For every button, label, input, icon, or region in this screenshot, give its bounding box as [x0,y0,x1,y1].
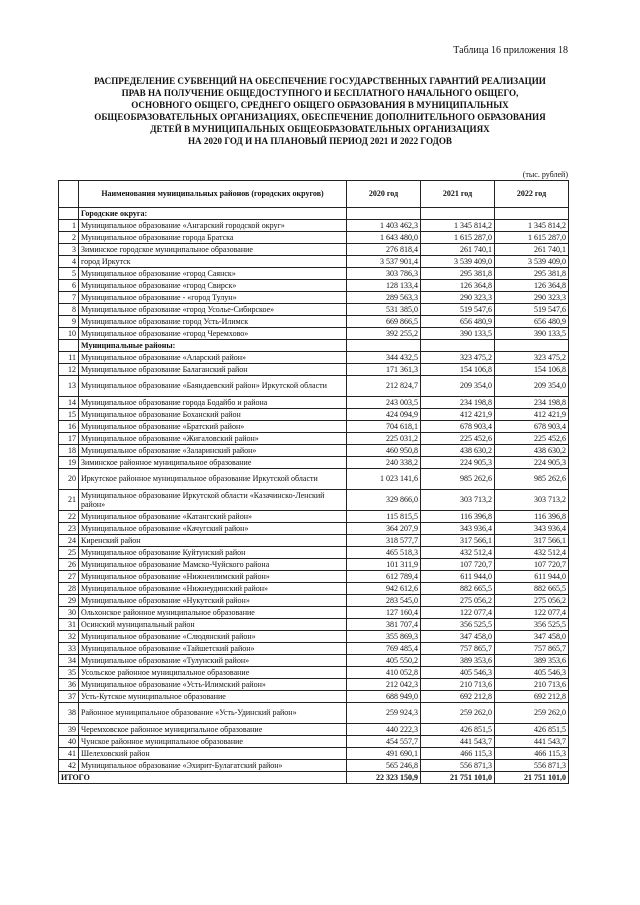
value-2020: 344 432,5 [347,352,421,364]
municipality-name: Муниципальное образование Куйтунский район [79,547,347,559]
value-2020: 329 866,0 [347,490,421,511]
row-number: 27 [59,571,79,583]
row-number [59,340,79,352]
row-number: 13 [59,376,79,397]
value-2021: 757 865,7 [421,643,495,655]
table-row [59,364,569,376]
municipality-name: Ольхонское районное муниципальное образование [79,607,347,619]
municipality-name: Киренский район [79,535,347,547]
row-number: 8 [59,304,79,316]
value-2020: 276 818,4 [347,244,421,256]
row-number: 9 [59,316,79,328]
value-2022: 275 056,2 [495,595,569,607]
value-2020: 381 707,4 [347,619,421,631]
value-2022: 405 546,3 [495,667,569,679]
row-number: 35 [59,667,79,679]
row-number: 38 [59,703,79,724]
municipality-name: Муниципальное образование «Жигаловский район» [79,433,347,445]
table-row [59,703,569,724]
value-2022: 757 865,7 [495,643,569,655]
value-2022: 259 262,0 [495,703,569,724]
municipality-name: Муниципальное образование «Эхирит-Булагатский район» [79,760,347,772]
value-2020: 225 031,2 [347,433,421,445]
row-number: 19 [59,457,79,469]
municipality-name: Муниципальное образование «Усть-Илимский район» [79,679,347,691]
value-2021: 678 903,4 [421,421,495,433]
value-2021: 438 630,2 [421,445,495,457]
page-label: Таблица 16 приложения 18 [453,45,568,56]
value-2022: 426 851,5 [495,724,569,736]
value-2022: 556 871,3 [495,760,569,772]
total-2022: 21 751 101,0 [495,772,569,784]
value-2021: 656 480,9 [421,316,495,328]
row-number: 6 [59,280,79,292]
value-2021: 389 353,6 [421,655,495,667]
municipality-name: Муниципальное образование «Нижнеилимский район» [79,571,347,583]
municipality-name: Муниципальное образование город Усть-Илимск [79,316,347,328]
value-2021: 412 421,9 [421,409,495,421]
value-2021: 126 364,8 [421,280,495,292]
value-2021: 323 475,2 [421,352,495,364]
value-2020: 364 207,9 [347,523,421,535]
value-2022: 225 452,6 [495,433,569,445]
value-2021: 3 539 409,0 [421,256,495,268]
value-2022: 122 077,4 [495,607,569,619]
header-name: Наименования муниципальных районов (городских округов) [79,181,347,208]
row-number: 34 [59,655,79,667]
table-row [59,220,569,232]
table-row [59,433,569,445]
table-row [59,631,569,643]
title-line: НА 2020 ГОД И НА ПЛАНОВЫЙ ПЕРИОД 2021 И 2022 ГОДОВ [187,136,452,146]
value-2022: 1 615 287,0 [495,232,569,244]
municipality-name: Муниципальное образование «Тайшетский район» [79,643,347,655]
value-2020: 1 643 480,0 [347,232,421,244]
total-2021: 21 751 101,0 [421,772,495,784]
table-row [59,256,569,268]
row-number: 40 [59,736,79,748]
value-2022: 412 421,9 [495,409,569,421]
municipality-name: Муниципальное образование города Бодайбо и района [79,397,347,409]
value-2020: 115 815,5 [347,511,421,523]
table-row [59,655,569,667]
value-2020: 243 003,5 [347,397,421,409]
value-2022: 290 323,3 [495,292,569,304]
municipality-name: Муниципальное образование города Братска [79,232,347,244]
table-row [59,409,569,421]
table-row [59,511,569,523]
empty-cell [495,208,569,220]
value-2022: 985 262,6 [495,469,569,490]
units-label: (тыс. рублей) [522,170,568,179]
row-number: 4 [59,256,79,268]
table-row [59,748,569,760]
empty-cell [495,340,569,352]
row-number: 26 [59,559,79,571]
title-line: РАСПРЕДЕЛЕНИЕ СУБВЕНЦИЙ НА ОБЕСПЕЧЕНИЕ ГОСУДАРСТВЕННЫХ ГАРАНТИЙ РЕАЛИЗАЦИИ [94,76,546,86]
municipality-name: город Иркутск [79,256,347,268]
value-2021: 466 115,3 [421,748,495,760]
value-2021: 210 713,6 [421,679,495,691]
value-2022: 210 713,6 [495,679,569,691]
table-row [59,607,569,619]
value-2020: 704 618,1 [347,421,421,433]
municipality-name: Чунское районное муниципальное образование [79,736,347,748]
value-2022: 390 133,5 [495,328,569,340]
value-2021: 985 262,6 [421,469,495,490]
row-number: 12 [59,364,79,376]
value-2020: 612 789,4 [347,571,421,583]
value-2021: 225 452,6 [421,433,495,445]
value-2022: 343 936,4 [495,523,569,535]
value-2020: 440 222,3 [347,724,421,736]
value-2021: 356 525,5 [421,619,495,631]
table-row [59,376,569,397]
empty-cell [347,340,421,352]
value-2022: 611 944,0 [495,571,569,583]
table-row [59,535,569,547]
value-2020: 424 094,9 [347,409,421,421]
row-number: 22 [59,511,79,523]
value-2021: 882 665,5 [421,583,495,595]
value-2022: 1 345 814,2 [495,220,569,232]
municipality-name: Муниципальное образование - «город Тулун» [79,292,347,304]
value-2020: 942 612,6 [347,583,421,595]
value-2020: 212 824,7 [347,376,421,397]
table-body [59,208,569,784]
table-row [59,643,569,655]
row-number: 14 [59,397,79,409]
value-2020: 212 042,3 [347,679,421,691]
row-number: 33 [59,643,79,655]
header-2022: 2022 год [495,181,569,208]
value-2021: 107 720,7 [421,559,495,571]
municipality-name: Муниципальное образование «Ангарский городской округ» [79,220,347,232]
value-2020: 101 311,9 [347,559,421,571]
value-2021: 519 547,6 [421,304,495,316]
row-number: 11 [59,352,79,364]
municipality-name: Муниципальное образование Боханский район [79,409,347,421]
table-row [59,445,569,457]
value-2020: 240 338,2 [347,457,421,469]
municipality-name: Муниципальное образование «Качугский район» [79,523,347,535]
header-2020: 2020 год [347,181,421,208]
value-2020: 289 563,3 [347,292,421,304]
value-2020: 454 557,7 [347,736,421,748]
value-2021: 432 512,4 [421,547,495,559]
row-number: 32 [59,631,79,643]
value-2022: 519 547,6 [495,304,569,316]
row-number: 2 [59,232,79,244]
table-row [59,457,569,469]
table-row [59,571,569,583]
table-row [59,469,569,490]
table-row [59,547,569,559]
value-2020: 303 786,3 [347,268,421,280]
value-2021: 1 345 814,2 [421,220,495,232]
value-2020: 127 160,4 [347,607,421,619]
value-2021: 154 106,8 [421,364,495,376]
row-number: 3 [59,244,79,256]
table-row [59,232,569,244]
value-2021: 556 871,3 [421,760,495,772]
table-row [59,724,569,736]
municipality-name: Усть-Кутское муниципальное образование [79,691,347,703]
row-number: 42 [59,760,79,772]
table-header-row [59,181,569,208]
table-row [59,280,569,292]
value-2022: 295 381,8 [495,268,569,280]
value-2021: 390 133,5 [421,328,495,340]
value-2021: 347 458,0 [421,631,495,643]
value-2022: 678 903,4 [495,421,569,433]
value-2022: 317 566,1 [495,535,569,547]
table-row [59,244,569,256]
municipality-name: Муниципальное образование «Слюдянский район» [79,631,347,643]
empty-cell [347,208,421,220]
document-title [60,75,580,147]
value-2021: 405 546,3 [421,667,495,679]
value-2021: 261 740,1 [421,244,495,256]
value-2020: 171 361,3 [347,364,421,376]
row-number: 31 [59,619,79,631]
value-2020: 491 690,1 [347,748,421,760]
header-2021: 2021 год [421,181,495,208]
value-2020: 1 023 141,6 [347,469,421,490]
value-2020: 465 518,3 [347,547,421,559]
municipality-name: Муниципальное образование Иркутской области «Казачинско-Ленский район» [79,490,347,511]
value-2021: 122 077,4 [421,607,495,619]
total-label: ИТОГО [59,772,347,784]
title-line: ОСНОВНОГО ОБЩЕГО, СРЕДНЕГО ОБЩЕГО ОБРАЗОВАНИЯ В МУНИЦИПАЛЬНЫХ [131,100,509,110]
table-row [59,583,569,595]
value-2021: 343 936,4 [421,523,495,535]
row-number: 15 [59,409,79,421]
value-2022: 224 905,3 [495,457,569,469]
value-2021: 224 905,3 [421,457,495,469]
value-2021: 259 262,0 [421,703,495,724]
value-2020: 3 537 901,4 [347,256,421,268]
header-number [59,181,79,208]
value-2020: 531 385,0 [347,304,421,316]
value-2021: 303 713,2 [421,490,495,511]
row-number: 39 [59,724,79,736]
value-2022: 356 525,5 [495,619,569,631]
table-row [59,679,569,691]
table-row [59,304,569,316]
value-2022: 126 364,8 [495,280,569,292]
value-2021: 317 566,1 [421,535,495,547]
table-row [59,397,569,409]
row-number: 10 [59,328,79,340]
subvention-table [58,180,569,784]
table-row [59,559,569,571]
table-row [59,316,569,328]
row-number: 16 [59,421,79,433]
municipality-name: Муниципальное образование «Нижнеудинский район» [79,583,347,595]
value-2020: 565 246,8 [347,760,421,772]
value-2021: 209 354,0 [421,376,495,397]
value-2022: 882 665,5 [495,583,569,595]
value-2022: 323 475,2 [495,352,569,364]
municipality-name: Усольское районное муниципальное образование [79,667,347,679]
value-2021: 290 323,3 [421,292,495,304]
value-2021: 116 396,8 [421,511,495,523]
value-2020: 1 403 462,3 [347,220,421,232]
row-number: 17 [59,433,79,445]
value-2022: 466 115,3 [495,748,569,760]
value-2020: 283 545,0 [347,595,421,607]
row-number: 5 [59,268,79,280]
table-row [59,595,569,607]
municipality-name: Черемховское районное муниципальное образование [79,724,347,736]
value-2022: 347 458,0 [495,631,569,643]
row-number: 23 [59,523,79,535]
row-number: 1 [59,220,79,232]
value-2020: 128 133,4 [347,280,421,292]
value-2020: 405 550,2 [347,655,421,667]
municipality-name: Муниципальное образование «город Саянск» [79,268,347,280]
value-2022: 692 212,8 [495,691,569,703]
value-2022: 438 630,2 [495,445,569,457]
municipality-name: Муниципальное образование «город Усолье-Сибирское» [79,304,347,316]
row-number: 30 [59,607,79,619]
empty-cell [421,208,495,220]
value-2022: 261 740,1 [495,244,569,256]
title-line: ОБЩЕОБРАЗОВАТЕЛЬНЫХ ОРГАНИЗАЦИЯХ, ОБЕСПЕЧЕНИЕ ДОПОЛНИТЕЛЬНОГО ОБРАЗОВАНИЯ [94,112,546,122]
value-2022: 441 543,7 [495,736,569,748]
table-row [59,328,569,340]
row-number: 7 [59,292,79,304]
value-2022: 234 198,8 [495,397,569,409]
total-row [59,772,569,784]
municipality-name: Муниципальное образование «город Черемхово» [79,328,347,340]
section-label: Муниципальные районы: [79,340,347,352]
row-number: 36 [59,679,79,691]
municipality-name: Иркутское районное муниципальное образование Иркутской области [79,469,347,490]
municipality-name: Муниципальное образование «Нукутский район» [79,595,347,607]
value-2021: 611 944,0 [421,571,495,583]
value-2021: 295 381,8 [421,268,495,280]
municipality-name: Муниципальное образование «Аларский район» [79,352,347,364]
value-2022: 209 354,0 [495,376,569,397]
value-2020: 410 052,8 [347,667,421,679]
value-2021: 234 198,8 [421,397,495,409]
table-row [59,667,569,679]
municipality-name: Районное муниципальное образование «Усть-Удинский район» [79,703,347,724]
municipality-name: Муниципальное образование Балаганский район [79,364,347,376]
table-row [59,490,569,511]
row-number [59,208,79,220]
table-row [59,736,569,748]
value-2021: 692 212,8 [421,691,495,703]
value-2020: 460 950,8 [347,445,421,457]
empty-cell [421,340,495,352]
row-number: 20 [59,469,79,490]
municipality-name: Осинский муниципальный район [79,619,347,631]
table-section-row [59,208,569,220]
value-2022: 116 396,8 [495,511,569,523]
table-row [59,268,569,280]
table-row [59,760,569,772]
value-2022: 656 480,9 [495,316,569,328]
value-2020: 669 866,5 [347,316,421,328]
value-2020: 318 577,7 [347,535,421,547]
value-2021: 426 851,5 [421,724,495,736]
row-number: 41 [59,748,79,760]
municipality-name: Муниципальное образование «Заларинский район» [79,445,347,457]
value-2020: 355 869,3 [347,631,421,643]
table-row [59,421,569,433]
table-row [59,691,569,703]
municipality-name: Муниципальное образование «Баяндаевский район» Иркутской области [79,376,347,397]
total-2020: 22 323 150,9 [347,772,421,784]
table-row [59,352,569,364]
title-line: ДЕТЕЙ В МУНИЦИПАЛЬНЫХ ОБЩЕОБРАЗОВАТЕЛЬНЫХ ОРГАНИЗАЦИЯХ [150,124,490,134]
municipality-name: Муниципальное образование Мамско-Чуйского района [79,559,347,571]
value-2020: 688 949,0 [347,691,421,703]
row-number: 18 [59,445,79,457]
municipality-name: Муниципальное образование «город Свирск» [79,280,347,292]
row-number: 29 [59,595,79,607]
section-label: Городские округа: [79,208,347,220]
value-2022: 154 106,8 [495,364,569,376]
value-2022: 3 539 409,0 [495,256,569,268]
value-2020: 392 255,2 [347,328,421,340]
municipality-name: Муниципальное образование «Катангский район» [79,511,347,523]
table-row [59,292,569,304]
value-2021: 1 615 287,0 [421,232,495,244]
row-number: 21 [59,490,79,511]
municipality-name: Муниципальное образование «Братский район» [79,421,347,433]
row-number: 37 [59,691,79,703]
municipality-name: Муниципальное образование «Тулунский район» [79,655,347,667]
municipality-name: Шелеховский район [79,748,347,760]
value-2022: 107 720,7 [495,559,569,571]
value-2022: 432 512,4 [495,547,569,559]
municipality-name: Зиминское районное муниципальное образование [79,457,347,469]
value-2022: 389 353,6 [495,655,569,667]
row-number: 24 [59,535,79,547]
value-2021: 275 056,2 [421,595,495,607]
title-line: ПРАВ НА ПОЛУЧЕНИЕ ОБЩЕДОСТУПНОГО И БЕСПЛАТНОГО НАЧАЛЬНОГО ОБЩЕГО, [121,88,519,98]
value-2020: 259 924,3 [347,703,421,724]
table-section-row [59,340,569,352]
municipality-name: Зиминское городское муниципальное образование [79,244,347,256]
value-2020: 769 485,4 [347,643,421,655]
row-number: 25 [59,547,79,559]
table-row [59,523,569,535]
table-row [59,619,569,631]
row-number: 28 [59,583,79,595]
value-2022: 303 713,2 [495,490,569,511]
value-2021: 441 543,7 [421,736,495,748]
